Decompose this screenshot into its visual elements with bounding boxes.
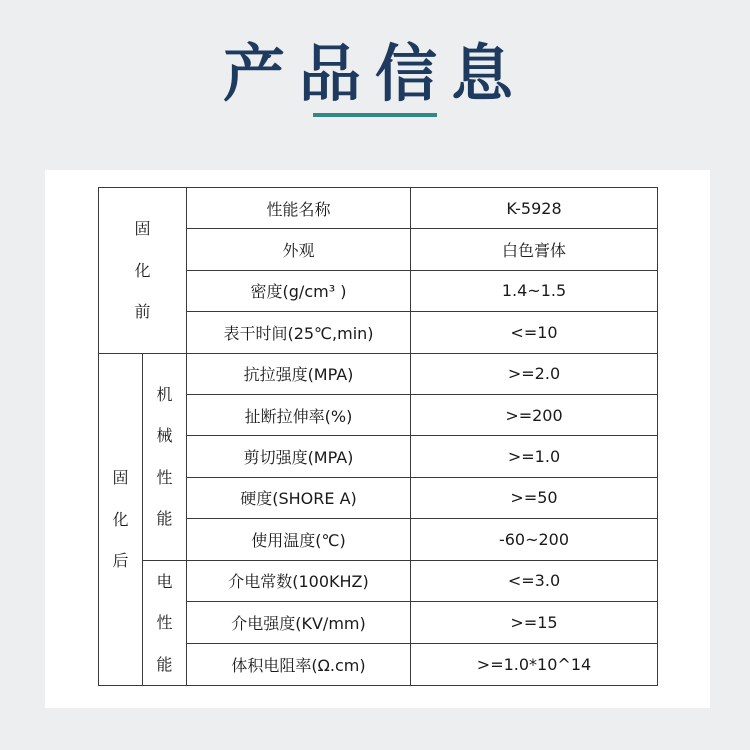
property-value: >=15 <box>411 602 658 644</box>
property-value: >=2.0 <box>411 353 658 394</box>
property-name: 抗拉强度(MPA) <box>187 353 411 394</box>
property-name: 密度(g/cm³ ) <box>187 270 411 311</box>
title-underline <box>313 113 437 117</box>
property-value: >=1.0 <box>411 436 658 477</box>
property-value: >=200 <box>411 394 658 435</box>
property-value: 1.4~1.5 <box>411 270 658 311</box>
property-value: <=3.0 <box>411 560 658 602</box>
property-value: <=10 <box>411 312 658 353</box>
property-value: >=50 <box>411 477 658 518</box>
property-name: 硬度(SHORE A) <box>187 477 411 518</box>
property-name: 扯断拉伸率(%) <box>187 394 411 435</box>
page-title: 产品信息 <box>222 37 527 110</box>
property-value: 白色膏体 <box>411 229 658 270</box>
property-value: >=1.0*10^14 <box>411 644 658 686</box>
property-value: -60~200 <box>411 519 658 560</box>
property-name: 表干时间(25℃,min) <box>187 312 411 353</box>
property-name: 剪切强度(MPA) <box>187 436 411 477</box>
group-label-before-cure: 固 化 前 <box>99 188 187 354</box>
property-name: 介电常数(100KHZ) <box>187 560 411 602</box>
subgroup-label-electrical: 电 性 能 <box>143 560 187 686</box>
property-name: 外观 <box>187 229 411 270</box>
property-name: 使用温度(℃) <box>187 519 411 560</box>
property-name: 性能名称 <box>187 188 411 229</box>
group-label-after-cure: 固 化 后 <box>99 353 143 685</box>
table-row <box>99 560 658 602</box>
property-value: K-5928 <box>411 188 658 229</box>
spec-table <box>98 187 658 686</box>
table-row <box>99 188 658 229</box>
property-name: 体积电阻率(Ω.cm) <box>187 644 411 686</box>
property-name: 介电强度(KV/mm) <box>187 602 411 644</box>
table-row <box>99 353 658 394</box>
subgroup-label-mechanical: 机 械 性 能 <box>143 353 187 560</box>
